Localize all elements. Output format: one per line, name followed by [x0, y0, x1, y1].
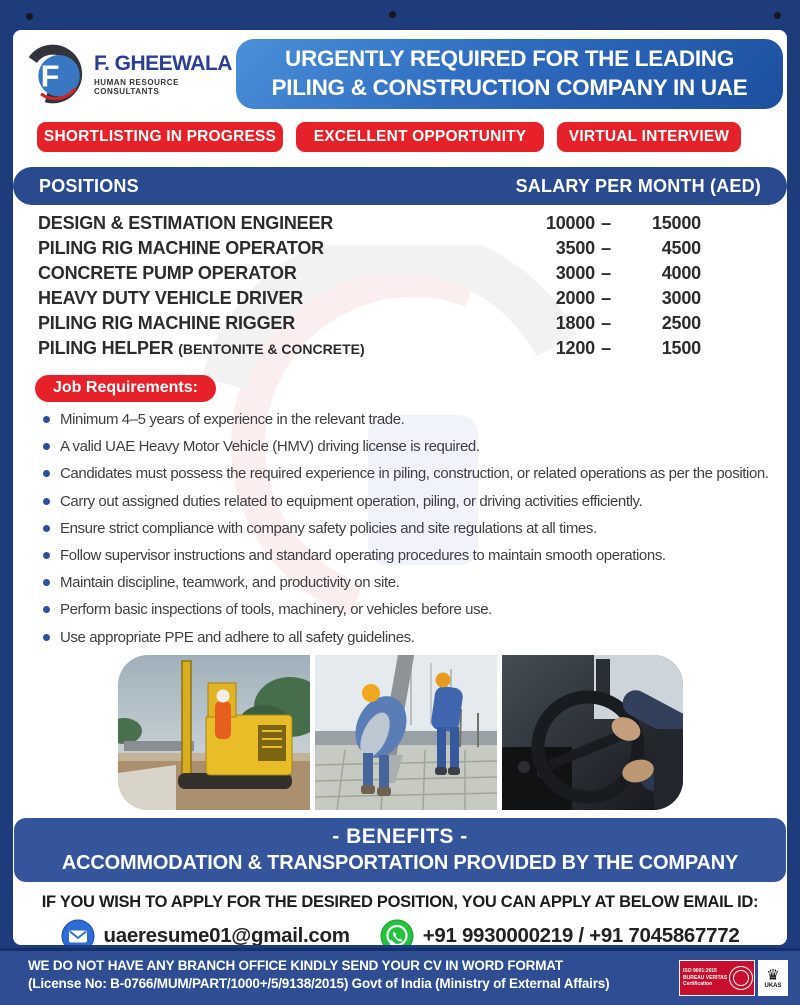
- ukas-badge: [758, 960, 788, 996]
- positions-header-right: SALARY PER MONTH (AED): [515, 175, 761, 196]
- requirement-item: Ensure strict compliance with company safety policies and site regulations at all times.: [43, 519, 773, 540]
- position-row: [38, 313, 701, 338]
- salary-min: 1200: [555, 338, 595, 358]
- salary-max: 2500: [661, 313, 701, 333]
- salary-dash: –: [601, 338, 611, 358]
- apply-heading: IF YOU WISH TO APPLY FOR THE DESIRED POSITION, YOU CAN APPLY AT BELOW EMAIL ID:: [41, 892, 759, 911]
- position-title: CONCRETE PUMP OPERATOR: [38, 263, 297, 283]
- position-row: [38, 213, 701, 238]
- certification-badges: [679, 960, 788, 996]
- salary-max: 4000: [661, 263, 701, 283]
- grommet-dot: [389, 11, 396, 18]
- footer-bar: [0, 948, 800, 1005]
- benefits-text: ACCOMMODATION & TRANSPORTATION PROVIDED BY THE COMPANY: [61, 852, 739, 875]
- salary-dash: –: [601, 288, 611, 308]
- position-title: HEAVY DUTY VEHICLE DRIVER: [38, 288, 304, 308]
- salary-dash: –: [601, 238, 611, 258]
- requirement-item: Follow supervisor instructions and standard operating procedures to maintain smooth operations.: [43, 546, 773, 567]
- salary-max: 15000: [651, 213, 701, 233]
- benefits-title: - BENEFITS -: [332, 825, 468, 849]
- salary-dash: –: [601, 263, 611, 283]
- poster-card: [13, 30, 787, 945]
- brand-name: F. GHEEWALA: [93, 52, 232, 75]
- contact-row: [13, 919, 787, 945]
- salary-min: 3500: [555, 238, 595, 258]
- requirement-item: Use appropriate PPE and adhere to all safety guidelines.: [43, 628, 773, 649]
- positions-table: [13, 205, 787, 363]
- requirement-item: Candidates must possess the required experience in piling, construction, or related operations as per the position.: [43, 464, 773, 485]
- logo-letter: F: [40, 59, 60, 94]
- salary-max: 3000: [661, 288, 701, 308]
- salary-min: 1800: [555, 313, 595, 333]
- headline-line2: PILING & CONSTRUCTION COMPANY IN UAE: [271, 75, 748, 100]
- requirements-list: [13, 402, 787, 648]
- ukas-label: UKAS: [764, 982, 782, 989]
- salary-min: 2000: [555, 288, 595, 308]
- salary-min: 3000: [555, 263, 595, 283]
- salary-max: 4500: [661, 238, 701, 258]
- photo-strip: [118, 655, 683, 810]
- bureau-veritas-seal-icon: [729, 966, 753, 990]
- company-logo: [23, 39, 236, 109]
- footer-line2: (License No: B-0766/MUM/PART/1000+/5/9138/2015) Govt of India (Ministry of External Affairs): [28, 976, 610, 991]
- badge-shortlisting: SHORTLISTING IN PROGRESS: [37, 122, 283, 152]
- job-requirements-label: Job Requirements:: [35, 375, 216, 402]
- bureau-veritas-badge: [679, 960, 755, 996]
- piling-rig-photo: [118, 655, 310, 810]
- headline-line1: URGENTLY REQUIRED FOR THE LEADING: [285, 46, 734, 72]
- requirement-item: Carry out assigned duties related to equipment operation, piling, or driving activities efficiently.: [43, 492, 773, 513]
- headline-banner: [236, 39, 783, 109]
- header: [13, 30, 787, 110]
- email-icon: [61, 919, 95, 945]
- salary-dash: –: [601, 213, 611, 233]
- bureau-veritas-text: ISO 9001:2015 BUREAU VERITAS Certification: [683, 967, 728, 988]
- grommet-dot: [774, 12, 781, 19]
- logo-text: [94, 52, 236, 96]
- position-row: [38, 238, 701, 263]
- salary-max: 1500: [661, 338, 701, 358]
- badge-virtual-interview: VIRTUAL INTERVIEW: [557, 122, 741, 152]
- salary-dash: –: [601, 313, 611, 333]
- footer-line1: WE DO NOT HAVE ANY BRANCH OFFICE KINDLY SEND YOUR CV IN WORD FORMAT: [28, 958, 563, 973]
- phone-numbers[interactable]: +91 9930000219 / +91 7045867772: [422, 923, 740, 945]
- positions-header-bar: [13, 167, 787, 205]
- brand-tagline: HUMAN RESOURCE CONSULTANTS: [93, 78, 179, 96]
- position-title: DESIGN & ESTIMATION ENGINEER: [38, 213, 334, 233]
- badge-row: [13, 110, 787, 152]
- concrete-pour-photo: [315, 655, 497, 810]
- gheewala-logo-icon: [23, 39, 88, 109]
- salary-min: 10000: [545, 213, 595, 233]
- position-title: PILING RIG MACHINE OPERATOR: [38, 238, 324, 258]
- requirement-item: Minimum 4–5 years of experience in the relevant trade.: [43, 410, 773, 431]
- position-title: PILING RIG MACHINE RIGGER: [38, 313, 296, 333]
- crown-icon: ♛: [766, 966, 780, 984]
- position-title: PILING HELPER (BENTONITE & CONCRETE): [38, 338, 365, 358]
- email-address[interactable]: uaeresume01@gmail.com: [103, 923, 350, 945]
- requirement-item: Perform basic inspections of tools, machinery, or vehicles before use.: [43, 600, 773, 621]
- requirement-item: Maintain discipline, teamwork, and productivity on site.: [43, 573, 773, 594]
- whatsapp-icon: [380, 919, 414, 945]
- requirement-item: A valid UAE Heavy Motor Vehicle (HMV) driving license is required.: [43, 437, 773, 458]
- grommet-dot: [26, 13, 33, 20]
- position-row: [38, 288, 701, 313]
- truck-driver-photo: [502, 655, 683, 810]
- positions-header-left: POSITIONS: [39, 175, 139, 196]
- position-row: [38, 263, 701, 288]
- benefits-box: [14, 818, 786, 882]
- position-row: [38, 338, 701, 363]
- badge-opportunity: EXCELLENT OPPORTUNITY: [296, 122, 544, 152]
